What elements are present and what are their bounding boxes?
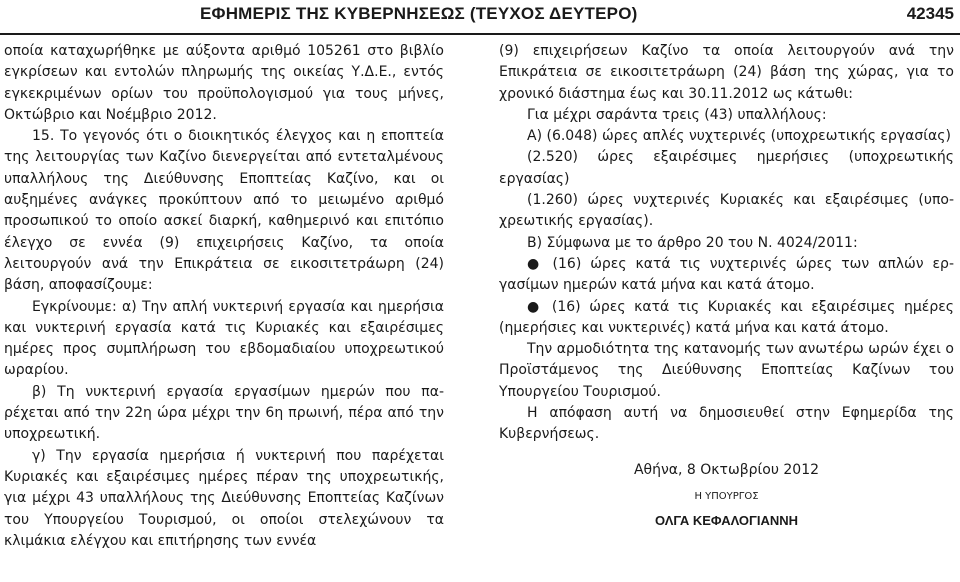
paragraph-c: γ) Την εργασία ημερήσια ή νυκτερινή που παρέχεται Κυριακές και εξαιρέσιμες ημέρες πέραν της υποχρεωτικής, για μέχρι 43 υπαλλήλους της Διεύθυνσης Εποπτείας Καζίνων του Υπουργείου Τουρισμού, οι οποίοι στελεχώνουν τα κλιμάκια ελέγχου και επιτήρησης των εννέα	[4, 447, 444, 549]
signatory-name: ΟΛΓΑ ΚΕΦΑΛΟΓΙΑΝΝΗ	[654, 512, 798, 528]
paragraph-b: β) Τη νυκτερινή εργασία εργασίμων ημερών που παρέχεται από την 22η ώρα μέχρι την 6η πρωινή, πέρα από την υποχρεωτική.	[4, 383, 444, 443]
paragraph-continuation: οποία καταχωρήθηκε με αύξοντα αριθμό 105261 στο βιβλίο εγκρίσεων και εντολών πληρωμής της οικείας Υ.Δ.Ε., εντός εγκεκριμένων ορίων του προϋπολογισμού για τους μήνες, Οκτώβριο και Νοέμβριο 2012.	[4, 43, 444, 123]
bullet-item-night: ● (16) ώρες κατά τις νυχτερινές ώρες των απλών εργασίμων ημερών κατά μήνα και κατά άτομο.	[499, 255, 954, 294]
signatory-role: Η ΥΠΟΥΡΓΟΣ	[694, 490, 759, 502]
signature-date: Αθήνα, 8 Οκτωβρίου 2012	[633, 461, 820, 478]
page-number: 42345	[906, 4, 954, 23]
paragraph-holiday-hours: (2.520) ώρες εξαιρέσιμες ημερήσιες (υποχρεωτικής εργασίας)	[499, 149, 954, 187]
paragraph-staff-limit: Για μέχρι σαράντα τρεις (43) υπαλλήλους:	[527, 106, 827, 123]
paragraph-publication: Η απόφαση αυτή να δημοσιευθεί στην Εφημερίδα της Κυβερνήσεως.	[499, 405, 954, 443]
paragraph-b-law: Β) Σύμφωνα με το άρθρο 20 του Ν. 4024/2011:	[527, 234, 858, 251]
paragraph-item-15: 15. Το γεγονός ότι ο διοικητικός έλεγχος και η εποπτεία της λειτουργίας των Καζίνο διενεργείται από εντεταλμένους υπαλλήλους της Διεύθυνσης Εποπτείας Καζίνο, και οι αυξημένες ανάγκες προκύπτουν από το μειωμένο αριθμό προσωπικού το οποίο ασκεί διαρκή, καθημερινό και επιτόπιο έλεγχο σε εννέα (9) επιχειρήσεις Καζίνο, τα οποία λειτουργούν ανά την Επικράτεια σε εικοσιτετράωρη (24) βάση, αποφασίζουμε:	[4, 128, 444, 294]
bullet-item-sunday: ● (16) ώρες κατά τις Κυριακές και εξαιρέσιμες ημέρες (ημερήσιες και νυκτερινές) κατά μήνα και κατά άτομο.	[499, 298, 954, 336]
gazette-title: ΕΦΗΜΕΡΙΣ ΤΗΣ ΚΥΒΕΡΝΗΣΕΩΣ (ΤΕΥΧΟΣ ΔΕΥΤΕΡΟ)	[200, 4, 638, 23]
paragraph-night-sunday-hours: (1.260) ώρες νυχτερινές Κυριακές και εξαιρέσιμες (υποχρεωτικής εργασίας).	[499, 192, 954, 230]
header-rule	[0, 33, 960, 35]
paragraph-a-hours: Α) (6.048) ώρες απλές νυχτερινές (υποχρεωτικής εργασίας)	[527, 128, 951, 145]
left-column	[4, 41, 444, 552]
page-header	[0, 0, 960, 36]
paragraph-responsibility: Την αρμοδιότητα της κατανομής των ανωτέρω ωρών έχει ο Προϊστάμενος της Διεύθυνσης Εποπτείας Καζίνων του Υπουργείου Τουρισμού.	[499, 341, 954, 400]
paragraph-approval: Εγκρίνουμε: α) Την απλή νυκτερινή εργασία και ημερήσια και νυκτερινή εργασία κατά τις Κυριακές και εξαιρέσιμες ημέρες προς συμπλήρωση του εβδομαδιαίου υποχρεωτικού ωραρίου.	[4, 298, 444, 379]
right-column	[499, 41, 954, 531]
paragraph-continuation-right: (9) επιχειρήσεων Καζίνο τα οποία λειτουργούν ανά την Επικράτεια σε εικοσιτετράωρη (24) βάση της χώρας, για το χρονικό διάστημα έως και 30.11.2012 ως κάτωθι:	[499, 43, 954, 102]
